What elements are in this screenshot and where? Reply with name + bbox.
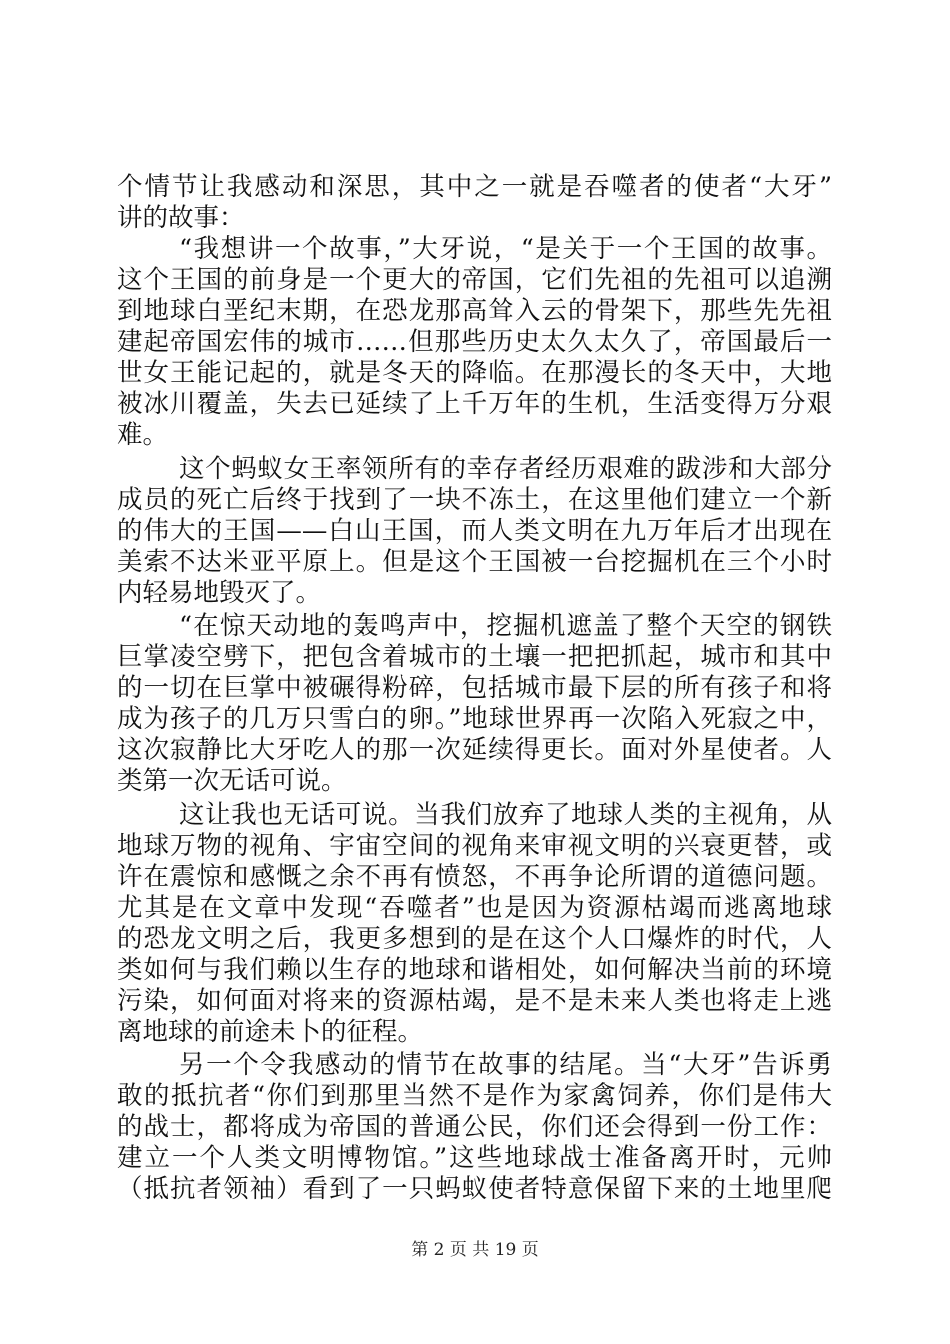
text-line: 这让我也无话可说。当我们放弃了地球人类的主视角，从 [179,800,832,830]
text-line: 难。 [117,420,169,450]
text-line: 被冰川覆盖，失去已延续了上千万年的生机，生活变得万分艰 [117,389,832,419]
text-line: 美索不达米亚平原上。但是这个王国被一台挖掘机在三个小时 [117,547,832,577]
text-line: 世女王能记起的，就是冬天的降临。在那漫长的冬天中，大地 [117,358,832,388]
text-line: 敢的抵抗者“你们到那里当然不是作为家禽饲养，你们是伟大 [117,1081,832,1111]
text-line: 的伟大的王国——白山王国，而人类文明在九万年后才出现在 [117,516,832,546]
text-line: 另一个令我感动的情节在故事的结尾。当“大牙”告诉勇 [179,1050,832,1080]
text-line: 地球万物的视角、宇宙空间的视角来审视文明的兴衰更替，或 [117,831,832,861]
page-number-footer: 第 2 页 共 19 页 [411,1240,539,1260]
text-line: 的恐龙文明之后，我更多想到的是在这个人口爆炸的时代，人 [117,924,832,954]
text-line: 建立一个人类文明博物馆。”这些地球战士准备离开时，元帅 [117,1143,832,1173]
text-line: 成员的死亡后终于找到了一块不冻土，在这里他们建立一个新 [117,485,832,515]
text-line: 的战士，都将成为帝国的普通公民，你们还会得到一份工作： [117,1112,832,1142]
text-line: 许在震惊和感慨之余不再有愤怒，不再争论所谓的道德问题。 [117,862,832,892]
text-line: 到地球白垩纪末期，在恐龙那高耸入云的骨架下，那些先先祖 [117,296,832,326]
text-line: 内轻易地毁灭了。 [117,578,322,608]
text-line: 尤其是在文章中发现“吞噬者”也是因为资源枯竭而逃离地球 [117,893,832,923]
text-line: 类如何与我们赖以生存的地球和谐相处，如何解决当前的环境 [117,955,832,985]
text-line: 的一切在巨掌中被碾得粉碎，包括城市最下层的所有孩子和将 [117,673,832,703]
text-line: 这次寂静比大牙吃人的那一次延续得更长。面对外星使者。人 [117,735,832,765]
text-line: 个情节让我感动和深思，其中之一就是吞噬者的使者“大牙” [117,172,832,202]
text-line: 这个蚂蚁女王率领所有的幸存者经历艰难的跋涉和大部分 [179,454,832,484]
text-line: 讲的故事： [117,203,245,233]
text-line: 成为孩子的几万只雪白的卵。”地球世界再一次陷入死寂之中， [117,704,832,734]
text-line: “在惊天动地的轰鸣声中，挖掘机遮盖了整个天空的钢铁 [179,611,832,641]
text-line: “我想讲一个故事，”大牙说，“是关于一个王国的故事。 [179,234,832,264]
text-line: （抵抗者领袖）看到了一只蚂蚁使者特意保留下来的土地里爬 [117,1174,832,1204]
text-line: 污染，如何面对将来的资源枯竭，是不是未来人类也将走上逃 [117,986,832,1016]
text-line: 类第一次无话可说。 [117,766,347,796]
text-line: 建起帝国宏伟的城市……但那些历史太久太久了，帝国最后一 [117,327,832,357]
text-line: 巨掌凌空劈下，把包含着城市的土壤一把把抓起，城市和其中 [117,642,832,672]
text-line: 这个王国的前身是一个更大的帝国，它们先祖的先祖可以追溯 [117,265,832,295]
text-line: 离地球的前途未卜的征程。 [117,1017,424,1047]
